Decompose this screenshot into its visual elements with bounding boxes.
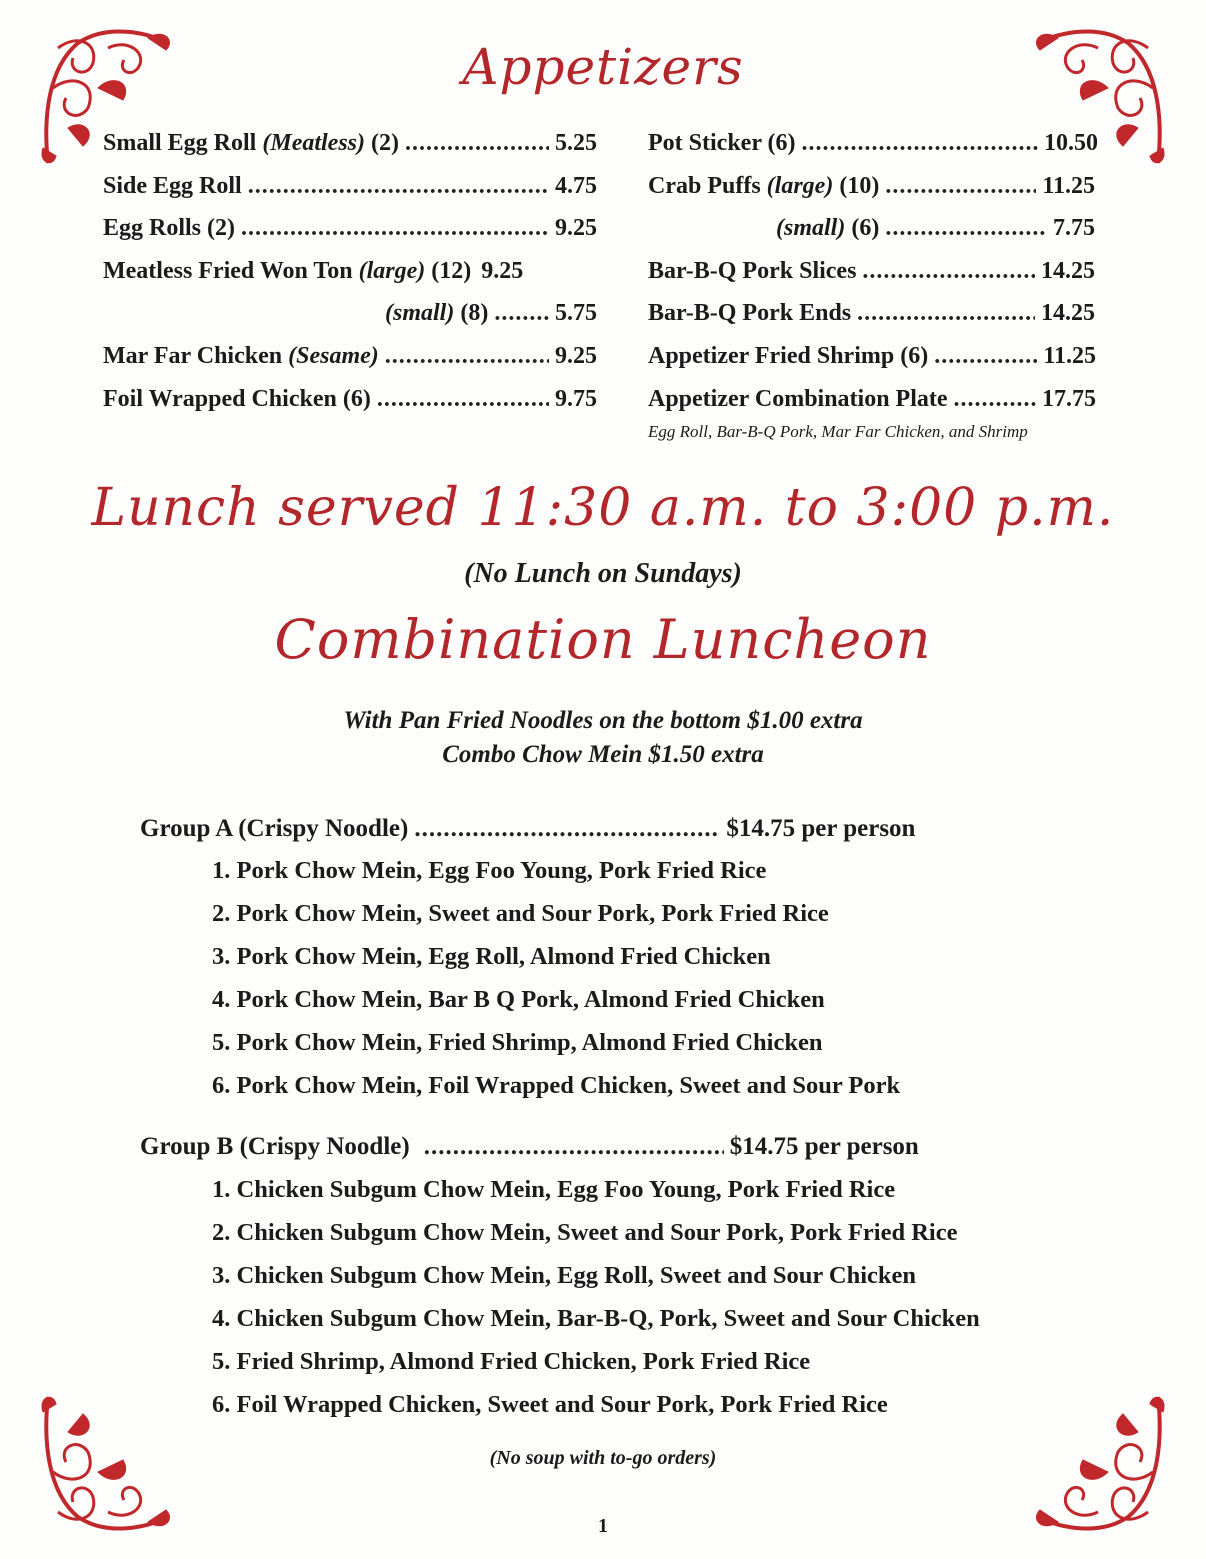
price: 9.25 [555, 343, 597, 369]
appetizer-item: Mar Far Chicken (Sesame) ..... 9.25 [103, 343, 597, 370]
appetizer-item: Bar-B-Q Pork Ends ..... 14.25 [648, 300, 1095, 327]
price: 9.75 [555, 386, 597, 412]
combo-item: 2. Pork Chow Mein, Sweet and Sour Pork, Pork Fried Rice [212, 900, 829, 927]
price: 5.25 [555, 130, 597, 156]
price: 11.25 [1043, 343, 1096, 369]
combination-plate-description: Egg Roll, Bar-B-Q Pork, Mar Far Chicken, and Shrimp [648, 422, 1028, 441]
price: 17.75 [1042, 386, 1096, 412]
price: 14.25 [1041, 300, 1095, 326]
group-a-header [140, 815, 970, 843]
price: 14.25 [1041, 258, 1095, 284]
combo-item: 6. Pork Chow Mein, Foil Wrapped Chicken, Sweet and Sour Pork [212, 1072, 901, 1099]
group-price: $14.75 per person [726, 815, 916, 842]
price: 11.25 [1042, 173, 1095, 199]
lunch-hours-title: Lunch served 11:30 a.m. to 3:00 p.m. [91, 478, 1115, 538]
appetizer-item: Pot Sticker (6) ..... 10.50 [648, 130, 1098, 157]
group-name: Group A (Crispy Noodle) [140, 815, 409, 842]
group-b-header [140, 1133, 970, 1161]
appetizer-item: Appetizer Combination Plate ..... 17.75 [648, 386, 1096, 413]
appetizer-item: Small Egg Roll (Meatless) (2) ..... 5.25 [103, 130, 597, 157]
combo-item: 1. Chicken Subgum Chow Mein, Egg Foo Young, Pork Fried Rice [212, 1176, 896, 1203]
price: 9.25 [481, 258, 524, 284]
price: 7.75 [1053, 215, 1095, 241]
group-price: $14.75 per person [729, 1133, 919, 1160]
appetizer-item: (small) (8) ..... 5.75 [385, 300, 597, 327]
appetizer-item: Foil Wrapped Chicken (6) ..... 9.75 [103, 386, 597, 413]
combo-item: 4. Pork Chow Mein, Bar B Q Pork, Almond Fried Chicken [212, 986, 825, 1013]
price: 10.50 [1044, 130, 1098, 156]
pan-fried-noodle-extra: With Pan Fried Noodles on the bottom $1.00 extra [343, 707, 863, 734]
price: 5.75 [555, 300, 597, 326]
price: 4.75 [555, 173, 597, 199]
combo-item: 3. Pork Chow Mein, Egg Roll, Almond Fried Chicken [212, 943, 771, 970]
appetizer-item: Egg Rolls (2) ..... 9.25 [103, 215, 597, 242]
group-name: Group B (Crispy Noodle) [140, 1133, 410, 1160]
appetizer-item: Bar-B-Q Pork Slices ..... 14.25 [648, 258, 1095, 285]
combo-item: 3. Chicken Subgum Chow Mein, Egg Roll, Sweet and Sour Chicken [212, 1262, 917, 1289]
appetizer-item: Side Egg Roll ..... 4.75 [103, 173, 597, 200]
togo-note: (No soup with to-go orders) [489, 1447, 717, 1469]
sunday-note: (No Lunch on Sundays) [464, 558, 742, 589]
appetizer-item: Meatless Fried Won Ton (large) (12) 9.25 [103, 258, 524, 284]
combo-item: 4. Chicken Subgum Chow Mein, Bar-B-Q, Pork, Sweet and Sour Chicken [212, 1305, 980, 1332]
page-number: 1 [598, 1515, 608, 1537]
combo-item: 5. Fried Shrimp, Almond Fried Chicken, Pork Fried Rice [212, 1348, 811, 1375]
combination-luncheon-title: Combination Luncheon [274, 608, 932, 671]
combo-item: 6. Foil Wrapped Chicken, Sweet and Sour Pork, Pork Fried Rice [212, 1391, 888, 1418]
appetizer-item: Appetizer Fried Shrimp (6) ..... 11.25 [648, 343, 1096, 370]
combo-item: 2. Chicken Subgum Chow Mein, Sweet and Sour Pork, Pork Fried Rice [212, 1219, 958, 1246]
combo-chow-mein-extra: Combo Chow Mein $1.50 extra [442, 741, 764, 768]
appetizers-title: Appetizers [462, 38, 744, 96]
appetizer-item: (small) (6) ..... 7.75 [776, 215, 1095, 242]
price: 9.25 [555, 215, 597, 241]
appetizer-item: Crab Puffs (large) (10) ..... 11.25 [648, 173, 1095, 200]
combo-item: 5. Pork Chow Mein, Fried Shrimp, Almond Fried Chicken [212, 1029, 823, 1056]
combo-item: 1. Pork Chow Mein, Egg Foo Young, Pork Fried Rice [212, 857, 767, 884]
